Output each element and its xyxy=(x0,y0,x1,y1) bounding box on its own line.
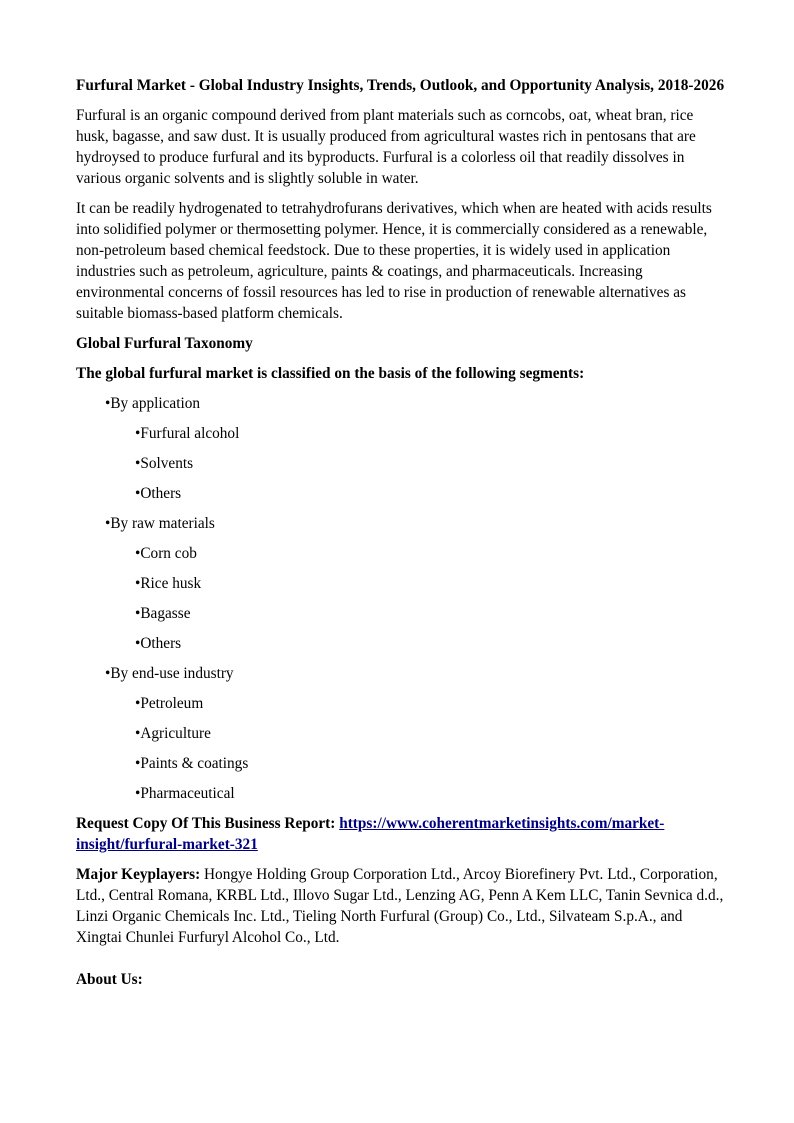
list-item: •Pharmaceutical xyxy=(135,785,235,802)
list-item: •Paints & coatings xyxy=(135,755,249,772)
list-item: •Petroleum xyxy=(135,695,204,712)
keyplayers-paragraph xyxy=(76,864,726,948)
segment-application: •By application xyxy=(105,395,200,412)
keyplayers-text: Hongye Holding Group Corporation Ltd., Arcoy Biorefinery Pvt. Ltd., Corporation, Ltd., Central Romana, KRBL Ltd., Illovo Sugar Ltd., Lenzing AG, Penn A Kem LLC, Tanin Sevnica d.d., Linzi Organic Chemicals Inc. Ltd., Tieling North Furfural (Group) Co., Ltd., Silvateam S.p.A., and Xingtai Chunlei Furfuryl Alcohol Co., Ltd. xyxy=(76,866,724,946)
list-item: •Solvents xyxy=(135,455,194,472)
segment-list xyxy=(76,393,726,804)
properties-paragraph: It can be readily hydrogenated to tetrahydrofurans derivatives, which when are heated with acids results into solidified polymer or thermosetting polymer. Hence, it is commercially considered as a renewable, non-petroleum based chemical feedstock. Due to these properties, it is widely used in application industries such as petroleum, agriculture, paints & coatings, and pharmaceuticals. Increasing environmental concerns of fossil resources has led to rise in production of renewable alternatives as suitable biomass-based platform chemicals. xyxy=(76,200,712,322)
document-page xyxy=(76,75,726,990)
taxonomy-heading: Global Furfural Taxonomy xyxy=(76,335,253,352)
segment-raw-materials: •By raw materials xyxy=(105,515,215,532)
about-heading: About Us: xyxy=(76,971,143,988)
list-item: •Corn cob xyxy=(135,545,197,562)
list-item: •Rice husk xyxy=(135,575,202,592)
list-item: •Others xyxy=(135,635,182,652)
list-item: •Others xyxy=(135,485,182,502)
segments-heading: The global furfural market is classified on the basis of the following segments: xyxy=(76,365,585,382)
document-title: Furfural Market - Global Industry Insights, Trends, Outlook, and Opportunity Analysis, 2018-2026 xyxy=(76,77,725,94)
request-copy xyxy=(76,813,726,855)
request-label: Request Copy Of This Business Report: xyxy=(76,815,340,832)
intro-paragraph: Furfural is an organic compound derived from plant materials such as corncobs, oat, wheat bran, rice husk, bagasse, and saw dust. It is usually produced from agricultural wastes rich in pentosans that are hydroysed to produce furfural and its byproducts. Furfural is a colorless oil that readily dissolves in various organic solvents and is slightly soluble in water. xyxy=(76,107,696,187)
list-item: •Agriculture xyxy=(135,725,211,742)
segment-end-use-industry: •By end-use industry xyxy=(105,665,234,682)
report-link[interactable]: https://www.coherentmarketinsights.com/market-insight/furfural-market-321 xyxy=(76,815,665,853)
keyplayers-label: Major Keyplayers: xyxy=(76,866,201,883)
list-item: •Furfural alcohol xyxy=(135,425,240,442)
list-item: •Bagasse xyxy=(135,605,191,622)
